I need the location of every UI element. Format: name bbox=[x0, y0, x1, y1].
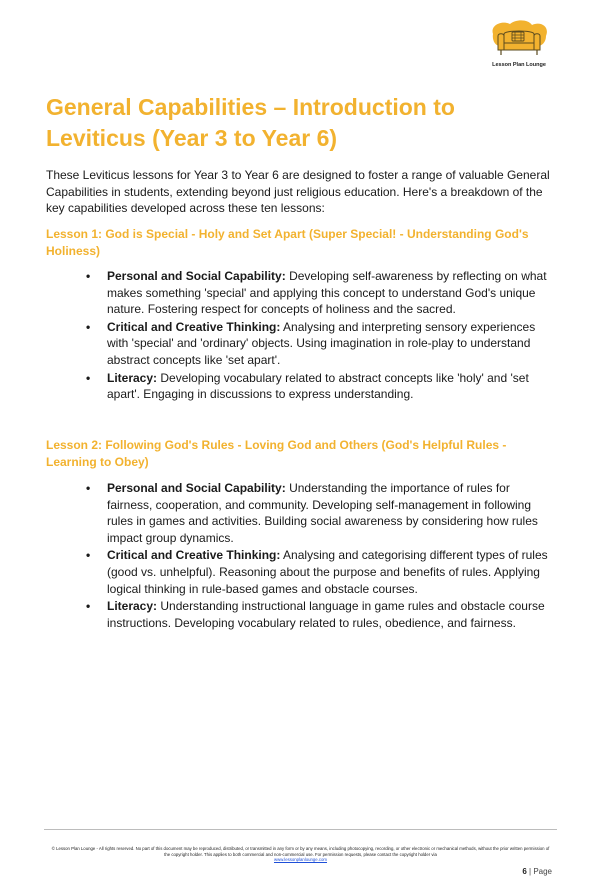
logo-text: Lesson Plan Lounge bbox=[492, 62, 546, 68]
capability-label: Critical and Creative Thinking: bbox=[107, 319, 281, 334]
page-number bbox=[522, 867, 552, 876]
page-separator: | bbox=[529, 867, 532, 876]
capability-text: Developing self-awareness by reflecting on what makes something 'special' and applying this concept to understand God's unique nature. Fostering respect for concepts of holiness and the sacred. bbox=[107, 269, 547, 317]
sofa-logo-icon bbox=[488, 20, 550, 60]
bullet-icon: • bbox=[86, 481, 91, 495]
lesson-2-heading: Lesson 2: Following God's Rules - Loving God and Others (God's Helpful Rules - Learning to Obey) bbox=[46, 438, 507, 469]
logo bbox=[486, 20, 552, 72]
bullet-icon: • bbox=[86, 319, 91, 334]
capability-label: Personal and Social Capability: bbox=[107, 269, 286, 283]
capability-text: Developing vocabulary related to abstract concepts like 'holy' and 'set apart'. Engaging in discussions to express understanding. bbox=[107, 370, 529, 402]
page-number-value: 6 bbox=[522, 867, 527, 876]
intro-paragraph: These Leviticus lessons for Year 3 to Year 6 are designed to foster a range of valuable General Capabilities in students, extending beyond just religious education. Here's a breakdown of the key capabilities developed across these ten lessons: bbox=[46, 168, 550, 216]
list-item bbox=[86, 268, 556, 318]
capability-text: Analysing and categorising different types of rules (good vs. unhelpful). Reasoning about the purpose and benefits of rules. Applying logical thinking in rule-based games and obstacle courses. bbox=[107, 548, 548, 596]
capability-label: Literacy: bbox=[107, 599, 158, 614]
capability-label: Critical and Creative Thinking: bbox=[107, 548, 281, 563]
lesson-1-heading: Lesson 1: God is Special - Holy and Set Apart (Super Special! - Understanding God's Holiness) bbox=[46, 227, 529, 258]
bullet-icon: • bbox=[86, 269, 91, 283]
bullet-icon: • bbox=[86, 599, 91, 614]
capability-text: Understanding instructional language in game rules and obstacle course instructions. Developing vocabulary related to rules, obedience, and fairness. bbox=[107, 599, 545, 630]
footer-copyright bbox=[50, 846, 551, 863]
list-item bbox=[86, 370, 556, 403]
list-item bbox=[86, 547, 556, 597]
lesson-1-list bbox=[86, 268, 556, 404]
list-item bbox=[86, 480, 556, 546]
list-item bbox=[86, 598, 556, 631]
page-title: General Capabilities – Introduction to Leviticus (Year 3 to Year 6) bbox=[46, 94, 455, 151]
capability-label: Personal and Social Capability: bbox=[107, 481, 286, 495]
capability-label: Literacy: bbox=[107, 370, 158, 385]
capability-text: Analysing and interpreting sensory experiences with 'special' and 'ordinary' objects. Using imagination in role-play to understand abstract concepts like 'set apart'. bbox=[107, 319, 536, 367]
capability-text: Understanding the importance of rules for fairness, cooperation, and community. Developing self-management in following rules in games and activities. Building social awareness by considering how rules impact group dynamics. bbox=[107, 481, 538, 545]
footer-divider bbox=[44, 829, 557, 830]
website-link[interactable]: www.lessonplanlounge.com bbox=[273, 857, 328, 863]
lesson-2-list bbox=[86, 480, 556, 632]
list-item bbox=[86, 319, 556, 369]
bullet-icon: • bbox=[86, 548, 91, 563]
bullet-icon: • bbox=[86, 370, 91, 385]
copyright-text: © Lesson Plan Lounge - All rights reserved. No part of this document may be reproduced, distributed, or transmitted in any form or by any means, including photocopying, recording, or other electronic or mechanical methods, without the prior written permission of the copyright holder. This applies to both commercial and non-commercial use. For permission requests, please contact the copyright holder via bbox=[51, 846, 550, 857]
page-label: Page bbox=[533, 867, 552, 876]
